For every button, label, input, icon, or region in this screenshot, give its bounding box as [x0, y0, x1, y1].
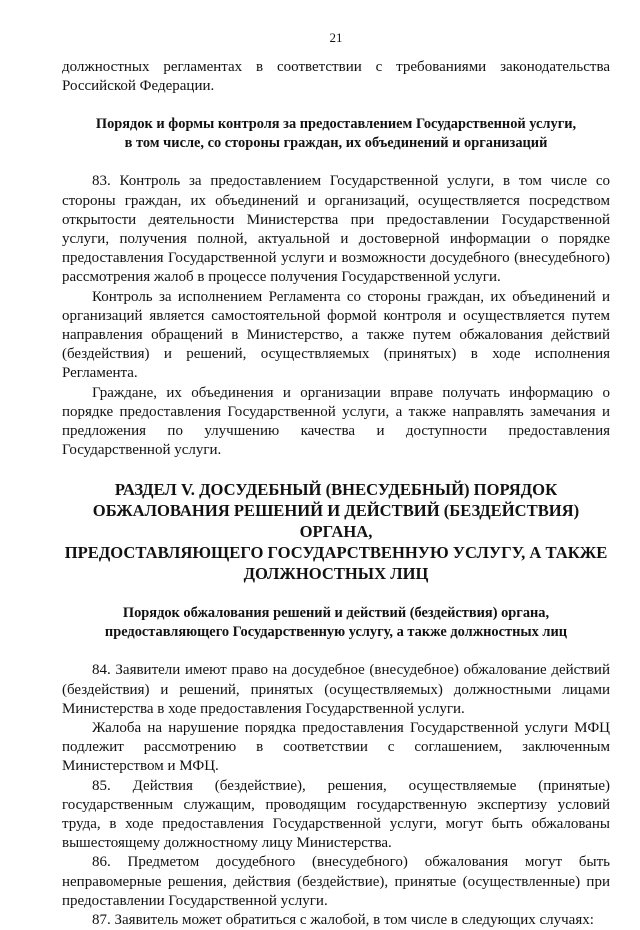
paragraph-citizens-rights: Граждане, их объединения и организации вправе получать информацию о порядке предоставления Государственной услуги, а также направлять замечания и предложения по улучшению качества и доступности предоставления Государственной услуги.	[62, 384, 610, 459]
section-title-line-1: РАЗДЕЛ V. ДОСУДЕБНЫЙ (ВНЕСУДЕБНЫЙ) ПОРЯДОК	[114, 480, 558, 500]
control-heading-line-1: Порядок и формы контроля за предоставлением Государственной услуги,	[95, 116, 577, 133]
paragraph-86: 86. Предметом досудебного (внесудебного) обжалования могут быть неправомерные решения, действия (бездействие), принятые (осуществленные) при предоставлении Государственной услуги.	[62, 854, 610, 909]
paragraph-84: 84. Заявители имеют право на досудебное (внесудебное) обжалование действий (бездействия) и решений, принятых (осуществляемых) должностными лицами Министерства в ходе предоставления Государственной услуги.	[62, 662, 610, 717]
section-title-line-2: ОБЖАЛОВАНИЯ РЕШЕНИЙ И ДЕЙСТВИЙ (БЕЗДЕЙСТВИЯ) ОРГАНА,	[92, 501, 580, 542]
paragraph-85: 85. Действия (бездействие), решения, осуществляемые (принятые) государственным служащим, проводящим государственную экспертизу условий труда, в ходе предоставления Государственной услуги, могут быть обжалованы вышестоящему должностному лицу Министерства.	[62, 777, 610, 852]
control-heading	[62, 115, 610, 153]
paragraph-83: 83. Контроль за предоставлением Государственной услуги, в том числе со стороны граждан, их объединений и организаций, осуществляется посредством открытости деятельности Министерства при предоставлении Государственной услуги, получения полной, актуальной и достоверной информации о порядке предоставления Государственной услуги и возможности досудебного (внесудебного) рассмотрения жалоб в процессе получения Государственной услуги.	[62, 173, 610, 286]
section-title	[62, 479, 610, 584]
paragraph-87: 87. Заявитель может обратиться с жалобой, в том числе в следующих случаях:	[92, 912, 594, 929]
appeal-heading-line-1: Порядок обжалования решений и действий (бездействия) органа,	[122, 605, 550, 622]
appeal-heading-line-2: предоставляющего Государственную услугу, а также должностных лиц	[104, 624, 568, 641]
page-number: 21	[329, 30, 343, 45]
control-paragraphs	[62, 172, 610, 460]
section-title-line-3: ПРЕДОСТАВЛЯЮЩЕГО ГОСУДАРСТВЕННУЮ УСЛУГУ, А ТАКЖЕ	[64, 543, 608, 563]
control-heading-line-2: в том числе, со стороны граждан, их объединений и организаций	[124, 135, 548, 152]
intro-paragraph: должностных регламентах в соответствии с требованиями законодательства Российской Федерации.	[62, 59, 610, 95]
paragraph-control-citizens: Контроль за исполнением Регламента со стороны граждан, их объединений и организаций является самостоятельной формой контроля и осуществляется путем направления обращений в Министерство, а также путем обжалования действий (бездействия) и решений, осуществляемых (принятых) в ходе исполнения Регламента.	[62, 288, 610, 382]
section-title-line-4: ДОЛЖНОСТНЫХ ЛИЦ	[243, 564, 429, 584]
paragraph-mfc-complaint: Жалоба на нарушение порядка предоставления Государственной услуги МФЦ подлежит рассмотрению в соответствии с соглашением, заключенным Министерством и МФЦ.	[62, 720, 610, 775]
appeal-heading	[62, 604, 610, 642]
appeal-paragraphs	[62, 661, 610, 930]
